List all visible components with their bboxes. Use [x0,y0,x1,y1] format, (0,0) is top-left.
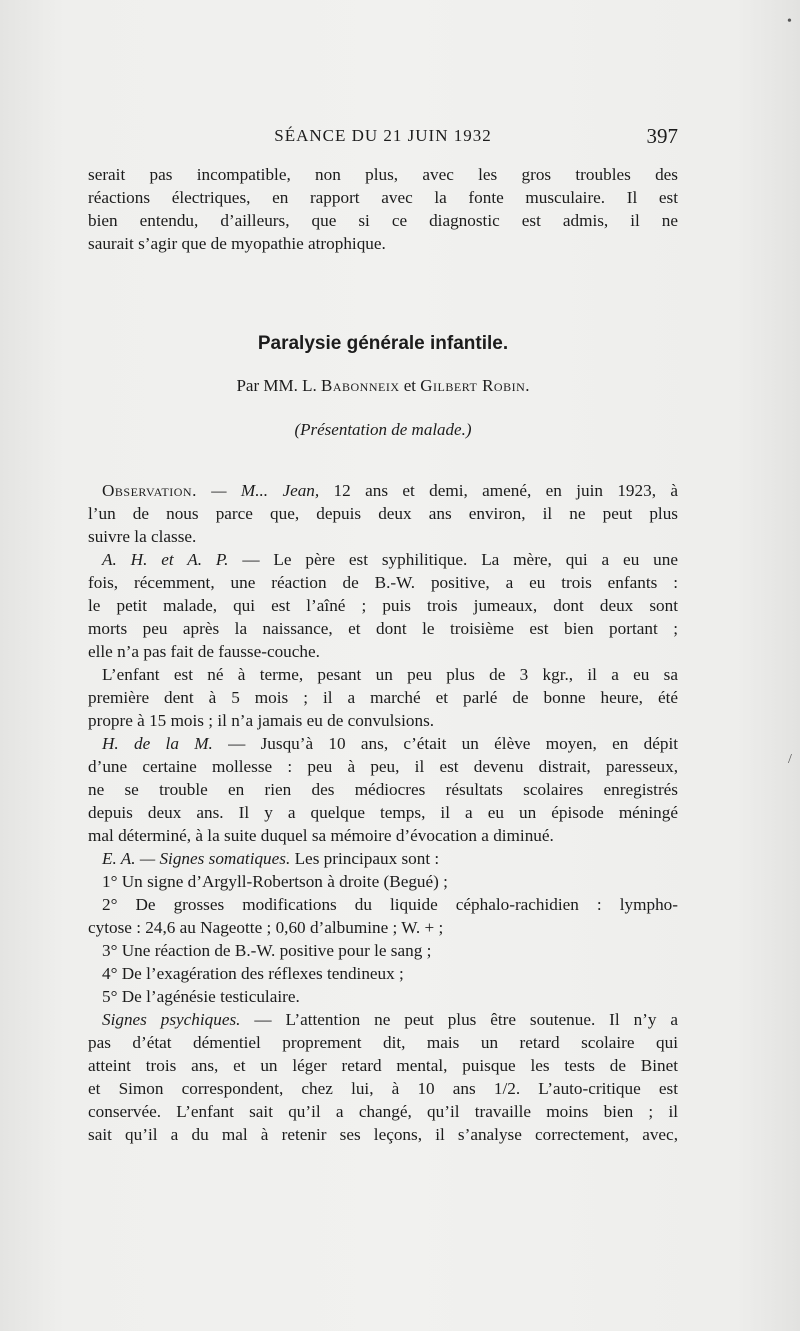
line-text: depuis deux ans. Il y a quelque temps, il a eu un épisode méningé [88,803,678,822]
text-line [88,939,678,962]
section-lead-smallcaps: Observation. [102,481,197,500]
scan-speck: • [787,14,792,29]
section-lead-italic: E. A. — Signes somatiques. [102,849,291,868]
text-line [88,1100,678,1123]
text-line [88,778,678,801]
line-text: sait qu’il a du mal à retenir ses leçons, il s’analyse correctement, avec, [88,1125,678,1144]
line-text: 5° De l’agénésie testiculaire. [102,987,300,1006]
text-line [88,893,678,916]
line-text: conservée. L’enfant sait qu’il a changé, qu’il travaille moins bien ; il [88,1102,678,1121]
section-lead-italic: A. H. et A. P. [102,550,229,569]
line-text: L’enfant est né à terme, pesant un peu plus de 3 kgr., il a eu sa [102,665,678,684]
running-head-title: SÉANCE DU 21 JUIN 1932 [274,126,492,145]
text-line [88,1031,678,1054]
line-text: 2° De grosses modifications du liquide céphalo-rachidien : lympho- [102,895,678,914]
section-lead-italic: Signes psychiques. [102,1010,241,1029]
text-line [88,479,678,502]
section-lead-italic: — M... Jean, [196,481,320,500]
text-line [88,870,678,893]
line-text: suivre la classe. [88,527,197,546]
text-line [88,571,678,594]
observation-body [88,479,678,1146]
presentation-note: (Présentation de malade.) [294,420,472,439]
text-line [88,824,678,847]
line-text: pas d’état démentiel proprement dit, mais un retard scolaire qui [88,1033,678,1052]
line-text: elle n’a pas fait de fausse-couche. [88,642,320,661]
text-line: bien entendu, d’ailleurs, que si ce diagnostic est admis, il ne [88,211,678,230]
page-number: 397 [646,124,678,148]
line-text: cytose : 24,6 au Nageotte ; 0,60 d’albumine ; W. + ; [88,918,444,937]
text-line [88,502,678,525]
byline-middle: et [399,376,421,395]
scan-mark: / [788,752,792,767]
line-text: 1° Un signe d’Argyll-Robertson à droite (Begué) ; [102,872,448,891]
text-line [88,594,678,617]
article-title: Paralysie générale infantile. [257,333,509,354]
byline-prefix: Par MM. L. [236,376,321,395]
text-line [88,686,678,709]
line-text: mal déterminé, à la suite duquel sa mémoire d’évocation a diminué. [88,826,554,845]
line-text: l’un de nous parce que, depuis deux ans environ, il ne peut plus [88,504,678,523]
line-text: 12 ans et demi, amené, en juin 1923, à [319,481,678,500]
intro-paragraph [88,163,678,255]
text-line [88,640,678,663]
line-text: 3° Une réaction de B.-W. positive pour le sang ; [102,941,432,960]
line-text: d’une certaine mollesse : peu à peu, il est devenu distrait, paresseux, [88,757,678,776]
text-line [88,548,678,571]
text-line [88,755,678,778]
text-line [88,1054,678,1077]
text-line [88,617,678,640]
line-text: morts peu après la naissance, et dont le troisième est bien portant ; [88,619,678,638]
line-text: première dent à 5 mois ; il a marché et parlé de bonne heure, été [88,688,678,707]
line-text: Les principaux sont : [290,849,440,868]
line-text: fois, récemment, une réaction de B.-W. positive, a eu trois enfants : [88,573,678,592]
text-line [88,916,678,939]
text-line [88,985,678,1008]
line-text: le petit malade, qui est l’aîné ; puis trois jumeaux, dont deux sont [88,596,678,615]
running-head [88,122,678,150]
line-text: — Jusqu’à 10 ans, c’était un élève moyen, en dépit [212,734,678,753]
text-line: saurait s’agir que de myopathie atrophique. [88,234,386,253]
line-text: 4° De l’exagération des réflexes tendineux ; [102,964,404,983]
line-text: et Simon correspondent, chez lui, à 10 ans 1/2. L’auto-critique est [88,1079,678,1098]
text-line [88,525,678,548]
line-text: propre à 15 mois ; il n’a jamais eu de convulsions. [88,711,435,730]
text-line: serait pas incompatible, non plus, avec les gros troubles des [88,165,678,184]
text-line [88,709,678,732]
line-text: atteint trois ans, et un léger retard mental, puisque les tests de Binet [88,1056,678,1075]
byline-suffix: . [525,376,530,395]
text-line [88,663,678,686]
text-line [88,732,678,755]
text-line: réactions électriques, en rapport avec la fonte musculaire. Il est [88,188,678,207]
line-text: — L’attention ne peut plus être soutenue. Il n’y a [240,1010,678,1029]
text-line [88,847,678,870]
author-babonneix: Babonneix [321,376,400,395]
line-text: ne se trouble en rien des médiocres résultats scolaires enregistrés [88,780,678,799]
section-lead-italic: H. de la M. [102,734,213,753]
author-gilbert-robin: Gilbert Robin [420,376,526,395]
text-line [88,1008,678,1031]
text-line [88,1077,678,1100]
text-line [88,1123,678,1146]
text-line [88,801,678,824]
byline [88,376,678,396]
text-line [88,962,678,985]
line-text: — Le père est syphilitique. La mère, qui a eu une [228,550,678,569]
